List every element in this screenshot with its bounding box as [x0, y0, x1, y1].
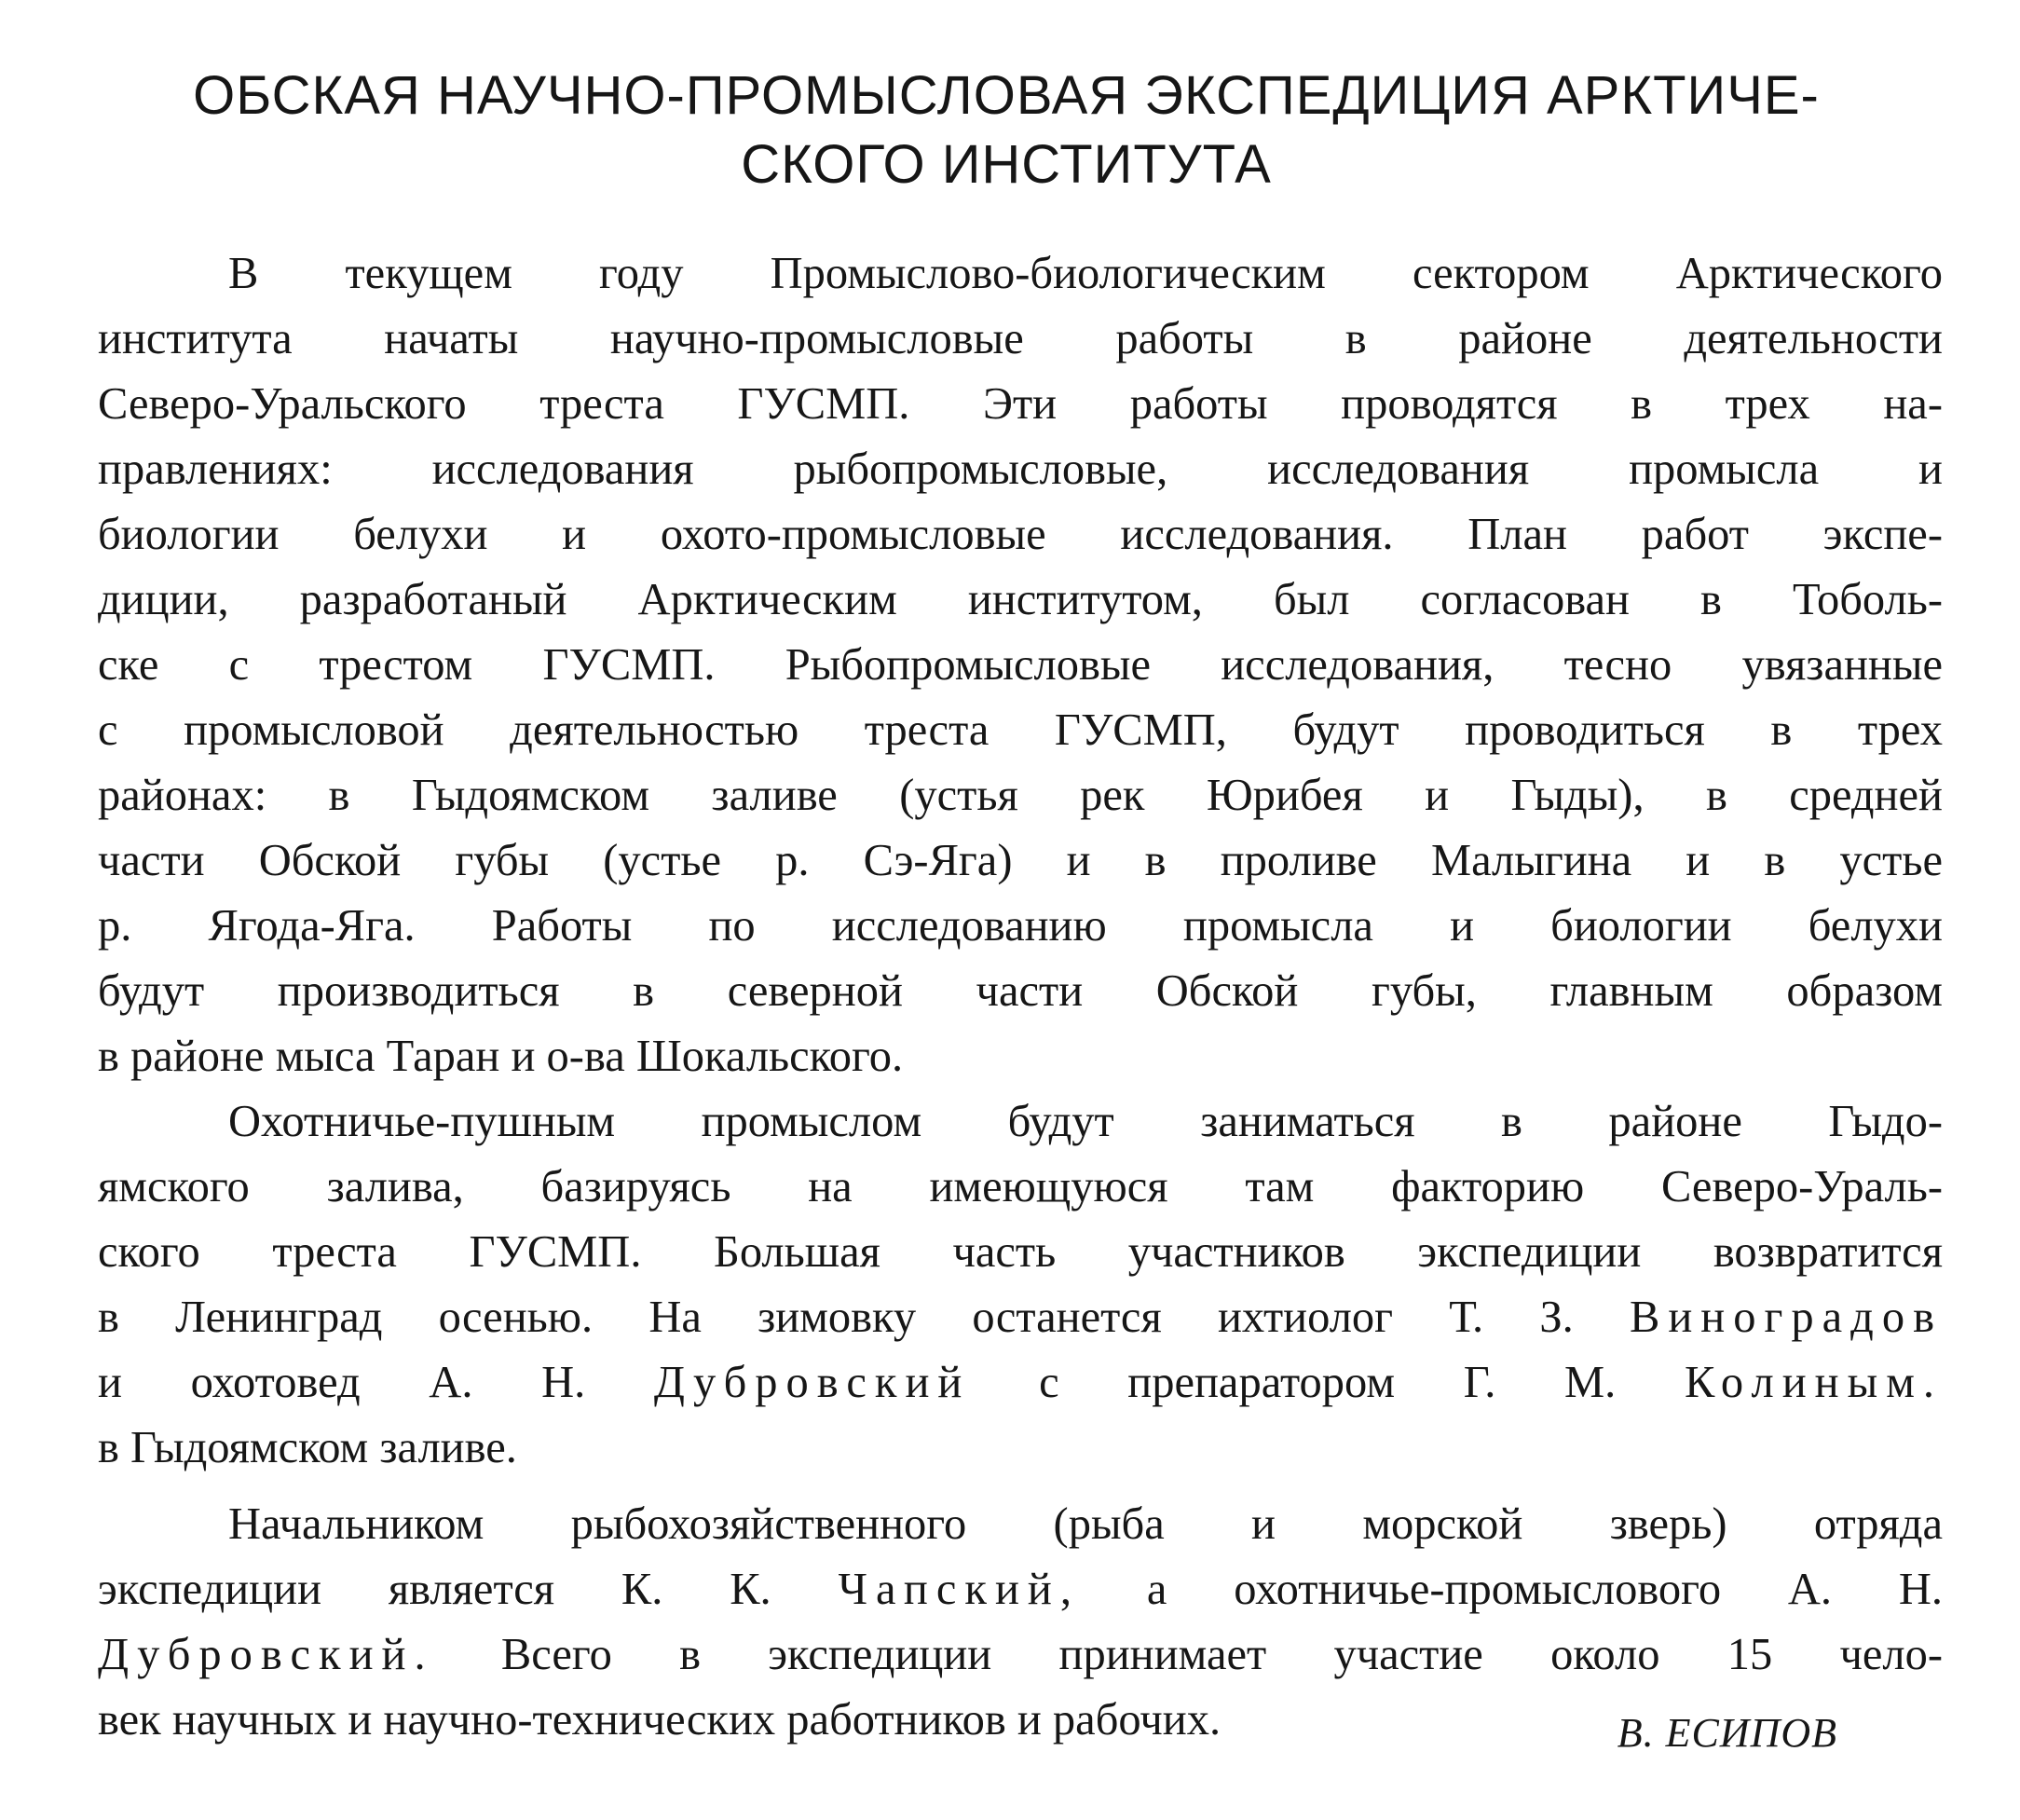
paragraph-1-line-12: будут производиться в северной части Обской губы, главным образом: [98, 966, 1943, 1016]
paragraph-1-line-11: р. Ягода-Яга. Работы по исследованию промысла и биологии белухи: [98, 901, 1943, 951]
paragraph-3-line-2-text-b: а охотничье-промыслового А. Н.: [1146, 1565, 1943, 1614]
paragraph-3-line-4: век научных и научно-технических работников и рабочих.: [98, 1695, 1222, 1745]
article-title: [140, 62, 1873, 199]
person-name-chapsky: Чапский,: [838, 1565, 1081, 1614]
person-name-dubrovsky-2: Дубровский.: [98, 1630, 434, 1679]
paragraph-3-line-3: [98, 1622, 1943, 1689]
paragraph-1-line-3: Северо-Уральского треста ГУСМП. Эти работы проводятся в трех на-: [98, 379, 1943, 429]
paragraph-1-line-6: диции, разработаный Арктическим институтом, был согласован в Тоболь-: [98, 575, 1943, 624]
title-line-1: ОБСКАЯ НАУЧНО-ПРОМЫСЛОВАЯ ЭКСПЕДИЦИЯ АРКТИЧЕ-: [193, 65, 1820, 126]
paragraph-3-line-3-text: Всего в экспедиции принимает участие около 15 чело-: [500, 1630, 1943, 1679]
paragraph-1-line-9: районах: в Гыдоямском заливе (устья рек Юрибея и Гыды), в средней: [98, 771, 1943, 820]
paragraph-2-line-4-text: в Ленинград осенью. На зимовку останется ихтиолог Т. З.: [98, 1293, 1574, 1342]
paragraph-2-line-1: Охотничье-пушным промыслом будут заниматься в районе Гыдо-: [228, 1097, 1943, 1146]
paragraph-1-line-2: института начаты научно-промысловые работы в районе деятельности: [98, 314, 1943, 363]
paragraph-3-line-2: [98, 1556, 1943, 1623]
paragraph-2-line-6: в Гыдоямском заливе.: [98, 1423, 517, 1472]
paragraph-1-line-8: с промысловой деятельностью треста ГУСМП, будут проводиться в трех: [98, 705, 1943, 755]
paragraph-3-line-2-text-a: экспедиции является К. К.: [98, 1565, 771, 1614]
paragraph-1-line-1: В текущем году Промыслово-биологическим сектором Арктического: [228, 249, 1943, 298]
paragraph-1-line-7: ске с трестом ГУСМП. Рыбопромысловые исследования, тесно увязанные: [98, 640, 1943, 690]
title-line-2: СКОГО ИНСТИТУТА: [741, 134, 1272, 195]
paragraph-1-line-5: биологии белухи и охото-промысловые исследования. План работ экспе-: [98, 510, 1943, 559]
paragraph-2-line-2: ямского залива, базируясь на имеющуюся там факторию Северо-Ураль-: [98, 1162, 1943, 1211]
person-name-dubrovsky: Дубровский: [653, 1358, 971, 1407]
paragraph-1-line-13: в районе мыса Таран и о-ва Шокальского.: [98, 1032, 904, 1081]
paragraph-3-line-1: Начальником рыбохозяйственного (рыба и морской зверь) отряда: [228, 1499, 1943, 1549]
paragraph-1-line-10: части Обской губы (устье р. Сэ-Яга) и в проливе Малыгина и в устье: [98, 836, 1943, 885]
author-signature: В. ЕСИПОВ: [1617, 1710, 1837, 1756]
person-name-vinogradov: Виноградов: [1629, 1293, 1943, 1342]
paragraph-2-line-5-text-a: и охотовед А. Н.: [98, 1358, 586, 1407]
paragraph-1-line-4: правлениях: исследования рыбопромысловые, исследования промысла и: [98, 445, 1943, 494]
paragraph-2-line-4: [98, 1284, 1943, 1351]
person-name-kolin: Колиным.: [1684, 1358, 1943, 1407]
paragraph-2-line-5: [98, 1349, 1943, 1416]
paragraph-2-line-5-text-b: с препаратором Г. М.: [1039, 1358, 1617, 1407]
paragraph-2-line-3: ского треста ГУСМП. Большая часть участников экспедиции возвратится: [98, 1227, 1943, 1277]
